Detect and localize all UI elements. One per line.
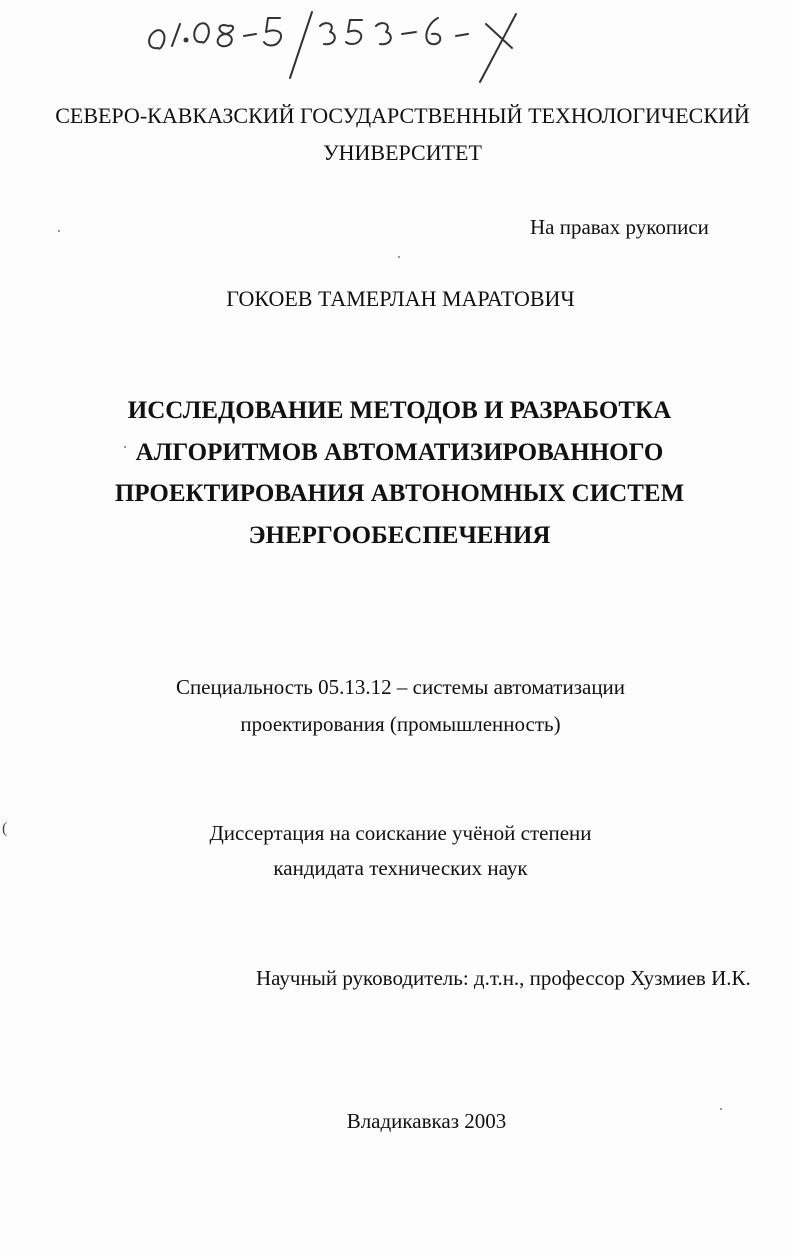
- scan-margin-mark: (: [2, 820, 8, 837]
- thesis-title-line-4: ЭНЕРГООБЕСПЕЧЕНИЯ: [248, 522, 551, 549]
- scan-speck: [124, 446, 126, 448]
- scan-speck: [398, 256, 400, 258]
- specialty-line-1: Специальность 05.13.12 – системы автоматизации: [175, 675, 626, 699]
- handwritten-catalog-number: [140, 2, 540, 92]
- manuscript-rights-note: На правах рукописи: [530, 215, 709, 239]
- thesis-title-line-2: АЛГОРИТМОВ АВТОМАТИЗИРОВАННОГО: [135, 439, 664, 466]
- degree-line-2: кандидата технических наук: [273, 856, 528, 880]
- scan-speck: [720, 1108, 722, 1110]
- university-name-line-2: УНИВЕРСИТЕТ: [323, 140, 482, 165]
- scan-speck: [58, 230, 60, 232]
- thesis-title-line-3: ПРОЕКТИРОВАНИЯ АВТОНОМНЫХ СИСТЕМ: [114, 480, 685, 507]
- city-and-year: Владикавказ 2003: [346, 1109, 507, 1133]
- handwritten-number-scribble: [140, 2, 540, 92]
- degree-line-1: Диссертация на соискание учёной степени: [209, 821, 592, 845]
- author-name: ГОКОЕВ ТАМЕРЛАН МАРАТОВИЧ: [226, 286, 575, 311]
- specialty-line-2: проектирования (промышленность): [240, 712, 561, 736]
- university-name-line-1: СЕВЕРО-КАВКАЗСКИЙ ГОСУДАРСТВЕННЫЙ ТЕХНОЛОГИЧЕСКИЙ: [55, 103, 750, 128]
- thesis-title-line-1: ИССЛЕДОВАНИЕ МЕТОДОВ И РАЗРАБОТКА: [127, 397, 672, 424]
- scientific-advisor: Научный руководитель: д.т.н., профессор Хузмиев И.К.: [256, 966, 751, 990]
